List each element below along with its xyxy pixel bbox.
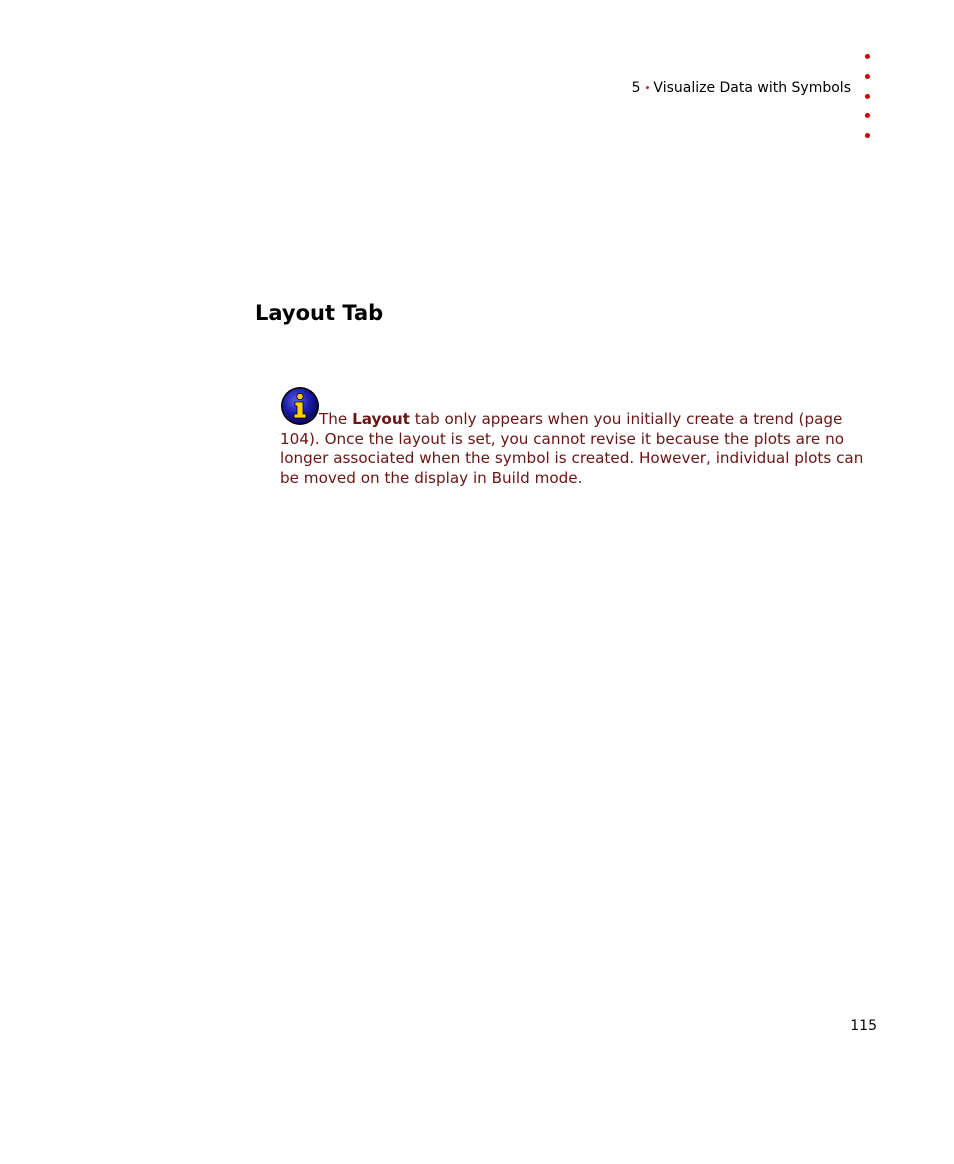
info-note (280, 386, 880, 488)
header-separator: • (644, 83, 651, 94)
note-text-after: tab only appears when you initially create a trend (page 104). Once the layout is set, you cannot revise it because the plots are no longer associated when the symbol is created. However, individual plots can be moved on the display in Build mode. (280, 410, 864, 487)
decorative-dot (865, 74, 870, 79)
section-title: Layout Tab (255, 301, 384, 325)
note-bold-term: Layout (352, 410, 410, 428)
decorative-dot (865, 94, 870, 99)
chapter-title: Visualize Data with Symbols (653, 80, 851, 96)
info-icon (280, 386, 320, 426)
running-header (632, 79, 851, 98)
note-text-before: The (319, 410, 353, 428)
page-number: 115 (850, 1018, 877, 1034)
decorative-dot (865, 113, 870, 118)
decorative-dot (865, 54, 870, 59)
chapter-number: 5 (631, 80, 641, 96)
decorative-dot (865, 133, 870, 138)
